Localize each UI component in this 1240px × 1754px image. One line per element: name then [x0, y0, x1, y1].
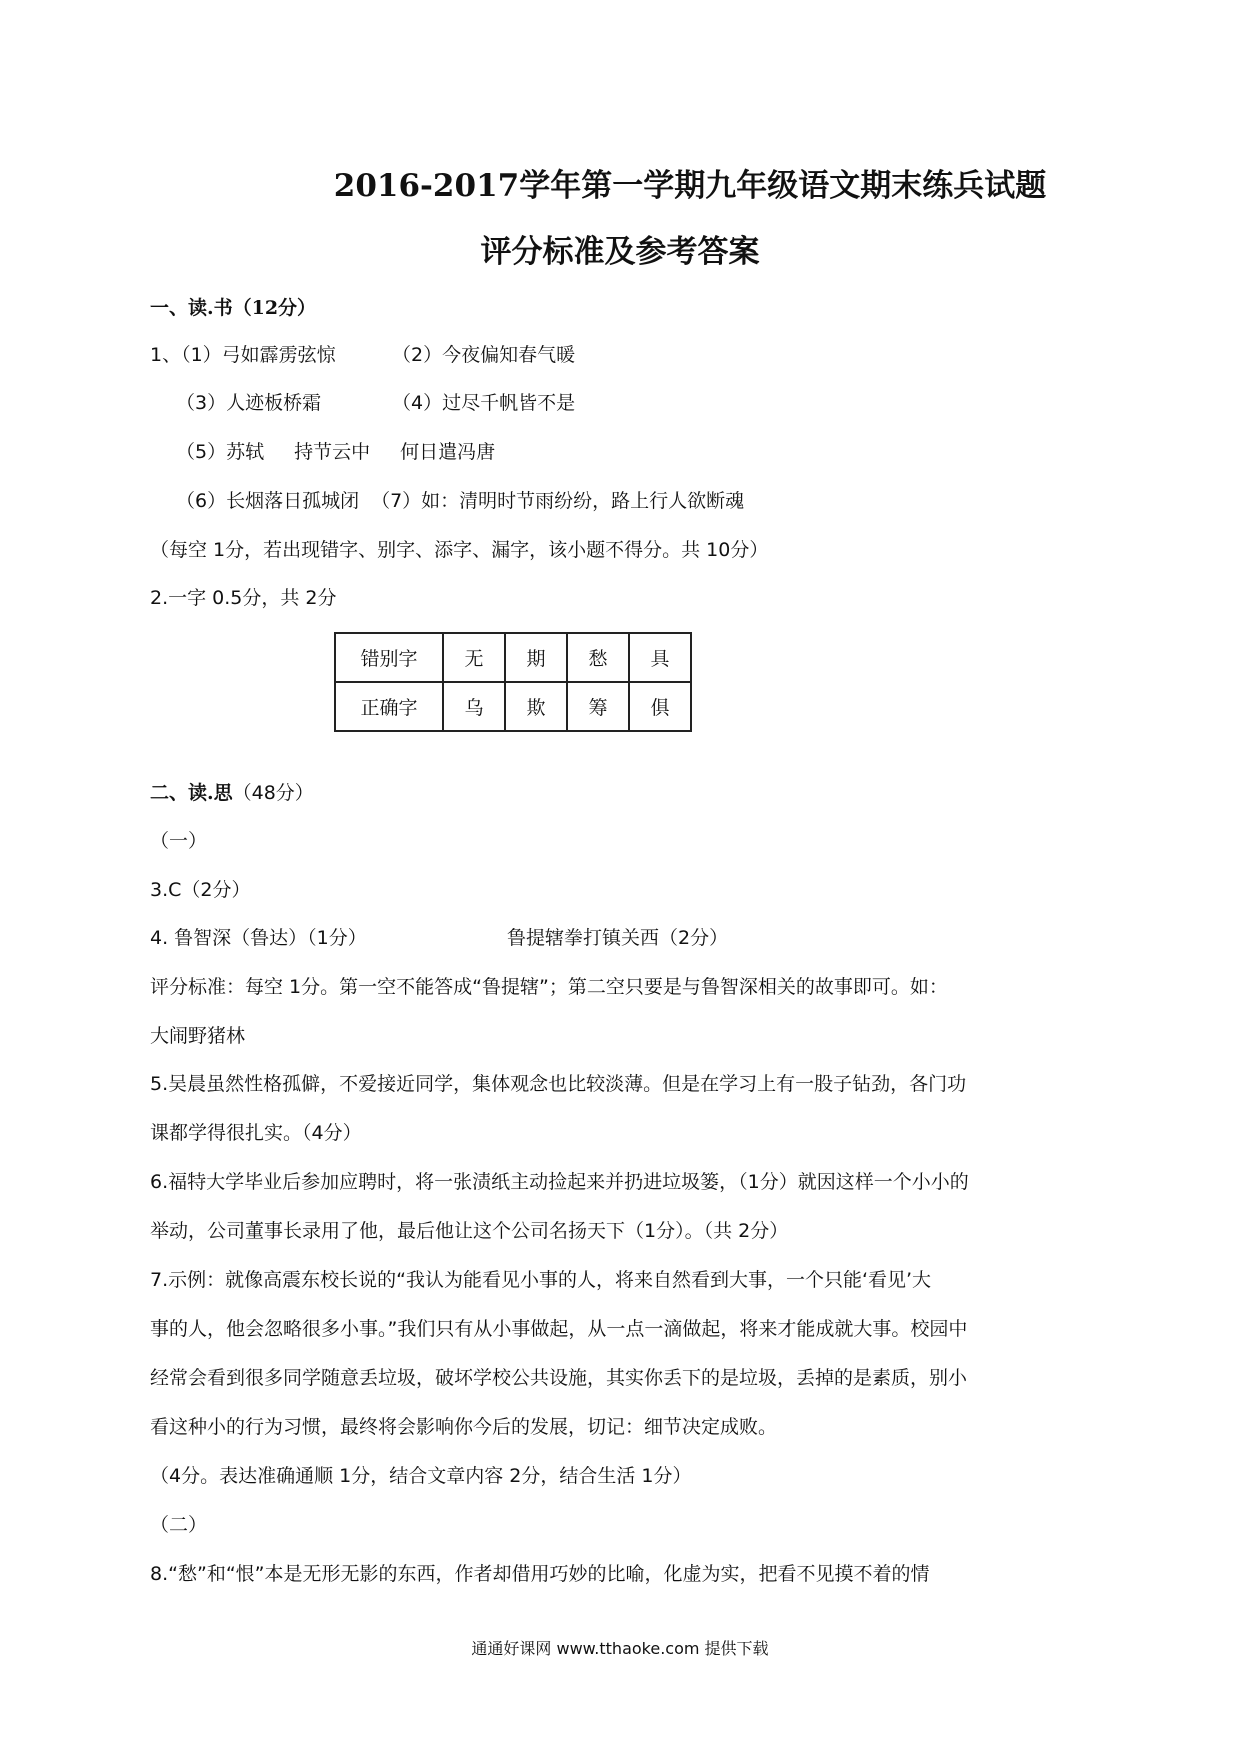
table-cell: 具 — [629, 633, 691, 682]
table-header-correct: 正确字 — [335, 682, 443, 731]
q1-lead: 1、 — [150, 344, 182, 366]
q6-line1: 6.福特大学毕业后参加应聘时，将一张渍纸主动捡起来并扔进垃圾篓，（1分）就因这样一个小小的 — [150, 1171, 969, 1193]
document-title: 2016-2017学年第一学期九年级语文期末练兵试题 — [333, 168, 1047, 204]
q1-answer-7: （7）如：清明时节雨纷纷，路上行人欲断魂 — [371, 490, 745, 512]
q7-scoring-note: （4分。表达准确通顺 1分，结合文章内容 2分，结合生活 1分） — [150, 1465, 692, 1487]
q7-line3: 经常会看到很多同学随意丢垃圾，破坏学校公共设施，其实你丢下的是垃圾，丢掉的是素质，别小 — [150, 1367, 968, 1389]
q1-answer-1: （1）弓如霹雳弦惊 — [181, 344, 336, 366]
q6-line2: 举动，公司董事长录用了他，最后他让这个公司名扬天下（1分）。（共 2分） — [150, 1220, 789, 1242]
q3-answer: 3.C（2分） — [150, 879, 251, 901]
q1-answer-4: （4）过尽千帆皆不是 — [392, 392, 576, 414]
q1-answer-5b: 持节云中 — [294, 441, 371, 463]
q1-line1 — [150, 343, 336, 367]
q1-answer-6: （6）长烟落日孤城闭 — [176, 490, 360, 512]
table-cell: 期 — [505, 633, 567, 682]
section2-heading-score: （48分） — [232, 782, 314, 804]
table-row — [335, 633, 691, 682]
page-footer: 通通好课网 www.tthaoke.com 提供下载 — [471, 1639, 769, 1658]
q1-line5 — [176, 440, 495, 464]
q7-line4: 看这种小的行为习惯，最终将会影响你今后的发展，切记：细节决定成败。 — [150, 1416, 778, 1438]
q1-answer-2: （2）今夜偏知春气暖 — [392, 344, 576, 366]
q1-answer-5a: （5）苏轼 — [176, 441, 265, 463]
q4-standard-line1: 评分标准：每空 1分。第一空不能答成“鲁提辖”；第二空只要是与鲁智深相关的故事即可。如： — [150, 976, 948, 998]
q1-answer-5c: 何日遣冯唐 — [400, 441, 496, 463]
q8-line1: 8.“愁”和“恨”本是无形无影的东西，作者却借用巧妙的比喻，化虚为实，把看不见摸不着的情 — [150, 1563, 930, 1585]
table-cell: 乌 — [443, 682, 505, 731]
q4-answer-a: 4. 鲁智深（鲁达）（1分） — [150, 927, 367, 949]
table-cell: 无 — [443, 633, 505, 682]
correction-table — [334, 632, 692, 732]
table-cell: 愁 — [567, 633, 629, 682]
table-cell: 筹 — [567, 682, 629, 731]
q7-line1: 7.示例：就像高震东校长说的“我认为能看见小事的人，将来自然看到大事，一个只能‘看见’大 — [150, 1269, 932, 1291]
table-cell: 俱 — [629, 682, 691, 731]
q2-text: 2.一字 0.5分，共 2分 — [150, 587, 337, 609]
q4-answer-b: 鲁提辖拳打镇关西（2分） — [507, 927, 729, 949]
section2-heading — [150, 781, 314, 805]
document-subtitle: 评分标准及参考答案 — [480, 234, 760, 270]
q1-answer-3: （3）人迹板桥霜 — [176, 392, 322, 414]
q4-standard-line2: 大闹野猪林 — [150, 1025, 246, 1047]
table-cell: 欺 — [505, 682, 567, 731]
section1-heading: 一、读.书（12分） — [150, 297, 317, 319]
q7-line2: 事的人，他会忽略很多小事。”我们只有从小事做起，从一点一滴做起，将来才能成就大事。校园中 — [150, 1318, 968, 1340]
table-row — [335, 682, 691, 731]
q1-scoring-note: （每空 1分，若出现错字、别字、添字、漏字，该小题不得分。共 10分） — [150, 539, 769, 561]
section2-heading-title: 二、读.思 — [150, 782, 233, 804]
part2-label: （二） — [150, 1514, 208, 1536]
table-header-wrong: 错别字 — [335, 633, 443, 682]
q5-line2: 课都学得很扎实。（4分） — [150, 1122, 362, 1144]
q1-line6 — [176, 489, 744, 513]
q5-line1: 5.吴晨虽然性格孤僻，不爱接近同学，集体观念也比较淡薄。但是在学习上有一股子钻劲，各门功 — [150, 1073, 967, 1095]
part1-label: （一） — [150, 830, 208, 852]
